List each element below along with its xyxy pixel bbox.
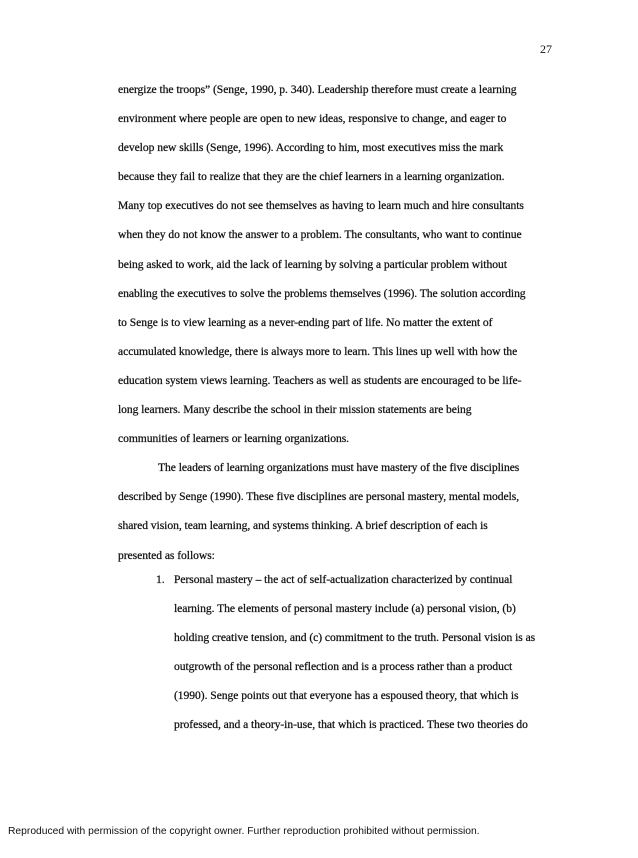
list-line: Personal mastery – the act of self-actualization characterized by continual (174, 573, 513, 586)
list-number: 1. (156, 573, 165, 586)
paragraph-line: long learners. Many describe the school in their mission statements are being (118, 403, 472, 417)
body-text (118, 75, 546, 570)
page-number: 27 (540, 42, 552, 56)
list-line: outgrowth of the personal reflection and is a process rather than a product (174, 660, 513, 674)
list-item (118, 565, 548, 740)
list-line: learning. The elements of personal mastery include (a) personal vision, (b) (174, 602, 516, 616)
paragraph-line: energize the troops” (Senge, 1990, p. 340). Leadership therefore must create a learning (118, 83, 517, 96)
paragraph-line: described by Senge (1990). These five disciplines are personal mastery, mental models, (118, 490, 520, 504)
paragraph-line: shared vision, team learning, and systems thinking. A brief description of each is (118, 519, 488, 533)
paragraph-line: The leaders of learning organizations must have mastery of the five disciplines (158, 461, 520, 475)
list-line: holding creative tension, and (c) commitment to the truth. Personal vision is as (174, 631, 536, 645)
paragraph-line: environment where people are open to new ideas, responsive to change, and eager to (118, 112, 507, 126)
paragraph-line: to Senge is to view learning as a never-ending part of life. No matter the extent of (118, 315, 493, 329)
list-line: professed, and a theory-in-use, that which is practiced. These two theories do (174, 718, 528, 732)
paragraph-line: enabling the executives to solve the problems themselves (1996). The solution according (118, 286, 526, 300)
paragraph-line: develop new skills (Senge, 1996). According to him, most executives miss the mark (118, 141, 504, 155)
paragraph-line: presented as follows: (118, 548, 215, 562)
paragraph-line: being asked to work, aid the lack of learning by solving a particular problem without (118, 257, 507, 271)
paragraph-line: because they fail to realize that they are the chief learners in a learning organization. (118, 170, 505, 184)
paragraph-line: Many top executives do not see themselves as having to learn much and hire consultants (118, 199, 524, 213)
paragraph-line: accumulated knowledge, there is always more to learn. This lines up well with how the (118, 344, 518, 358)
paragraph-line: education system views learning. Teachers as well as students are encouraged to be life- (118, 373, 522, 387)
list-line: (1990). Senge points out that everyone has a espoused theory, that which is (174, 689, 519, 703)
paragraph-line: communities of learners or learning organizations. (118, 432, 350, 446)
paragraph-line: when they do not know the answer to a problem. The consultants, who want to continue (118, 228, 522, 242)
copyright-footer: Reproduced with permission of the copyright owner. Further reproduction prohibited without permission. (8, 826, 480, 837)
